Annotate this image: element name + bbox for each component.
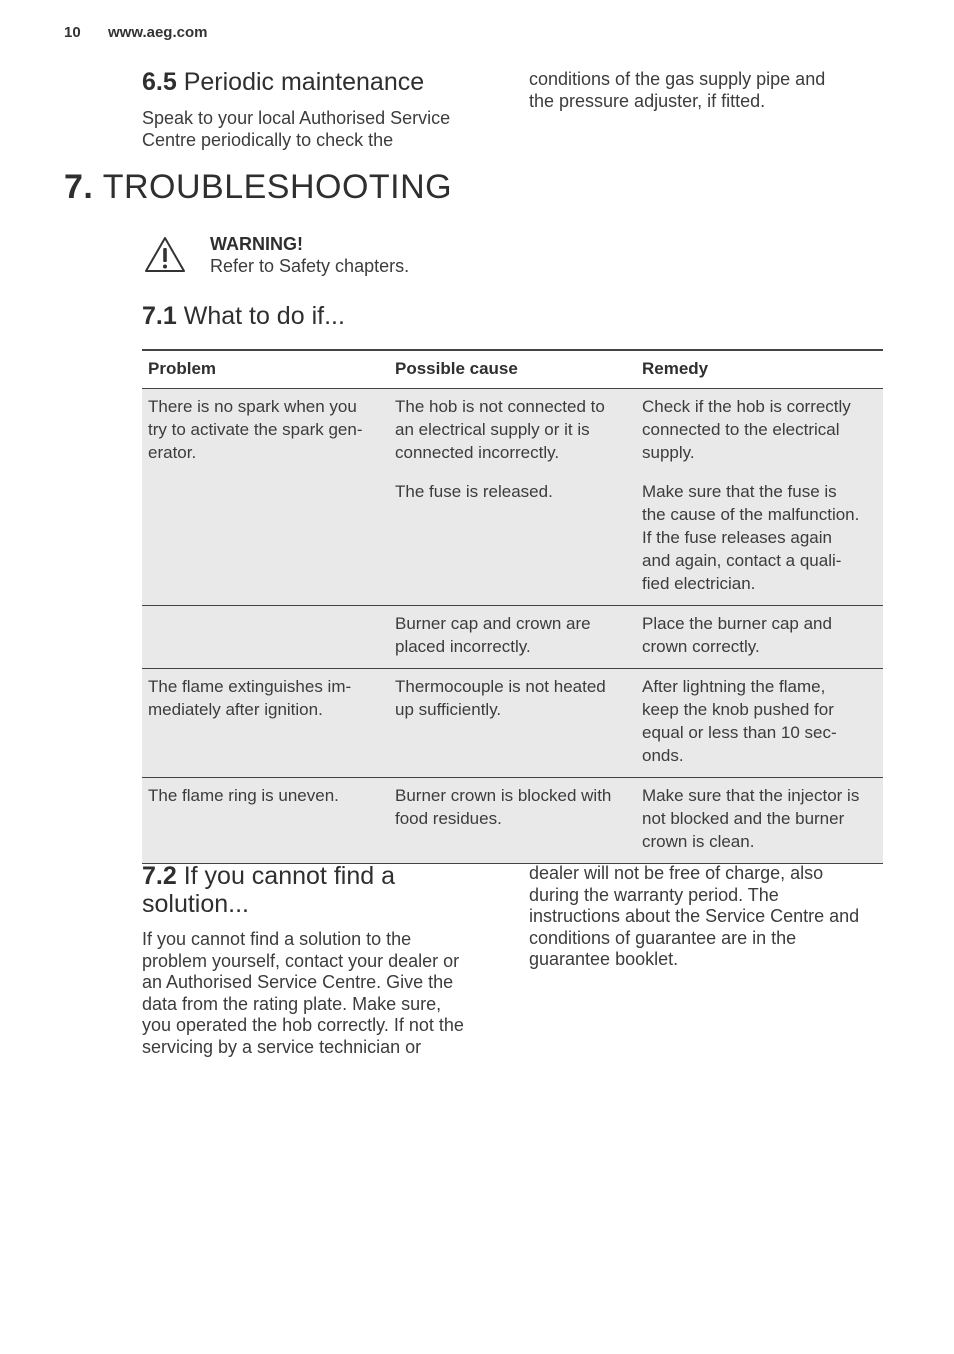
cell-line: equal or less than 10 sec- (642, 723, 837, 742)
table-row (142, 474, 883, 606)
cell-line: After lightning the flame, (642, 677, 826, 696)
cell-line: The flame extinguishes im- (148, 677, 352, 696)
table-row (142, 606, 883, 669)
cell-line: up sufficiently. (395, 700, 502, 719)
text-line: Speak to your local Authorised Service (142, 108, 451, 128)
cell-line: erator. (148, 443, 197, 462)
website-link[interactable]: www.aeg.com (108, 24, 208, 41)
cell-line: If the fuse releases again (642, 528, 832, 547)
section-6-5-text-col1 (142, 108, 450, 151)
cell-line: There is no spark when you (148, 397, 357, 416)
cell-line: Thermocouple is not heated (395, 677, 606, 696)
cell-line: connected to the electrical (642, 420, 840, 439)
section-7-1-heading (142, 302, 345, 330)
cell-line: try to activate the spark gen- (148, 420, 363, 439)
remedy-cell (636, 669, 883, 778)
text-line: servicing by a service technician or (142, 1036, 422, 1057)
text-line: guarantee booklet. (529, 949, 679, 969)
section-title: What to do if... (183, 302, 345, 330)
cell-line: Burner crown is blocked with (395, 786, 612, 805)
warning-title: WARNING! (210, 234, 303, 254)
cell-line: The hob is not connected to (395, 397, 605, 416)
text-line: problem yourself, contact your dealer or (142, 950, 460, 971)
text-line: instructions about the Service Centre and (529, 906, 860, 926)
chapter-number: 7. (64, 168, 94, 206)
problem-cell (142, 669, 389, 778)
text-line: If you cannot find a solution to the (142, 929, 412, 949)
remedy-cell (636, 606, 883, 669)
cause-cell (389, 474, 636, 606)
cause-cell (389, 389, 636, 475)
section-number: 7.1 (142, 302, 177, 330)
column-header-problem: Problem (142, 350, 389, 389)
problem-cell (142, 389, 389, 475)
section-7-2-heading (142, 862, 395, 918)
column-header-remedy: Remedy (636, 350, 883, 389)
cell-line: mediately after ignition. (148, 700, 323, 719)
text-line: Centre periodically to check the (142, 129, 394, 150)
table-row (142, 778, 883, 864)
table-row (142, 669, 883, 778)
cell-line: The flame ring is uneven. (148, 786, 339, 805)
cell-line: onds. (642, 746, 684, 765)
section-7-2-text-col1 (142, 929, 464, 1058)
section-title-line: solution... (142, 890, 250, 918)
section-7-2-text-col2 (529, 863, 859, 971)
text-line: an Authorised Service Centre. Give the (142, 972, 454, 992)
cell-line: crown correctly. (642, 637, 760, 656)
cell-line: connected incorrectly. (395, 443, 560, 462)
section-title-line: If you cannot find a (183, 862, 395, 890)
table-row (142, 389, 883, 475)
text-line: during the warranty period. The (529, 884, 779, 905)
cause-cell (389, 669, 636, 778)
troubleshooting-table (142, 349, 883, 864)
text-line: conditions of guarantee are in the (529, 927, 797, 948)
cell-line: Check if the hob is correctly (642, 397, 851, 416)
cell-line: crown is clean. (642, 832, 755, 851)
column-header-cause: Possible cause (389, 350, 636, 389)
cause-cell (389, 606, 636, 669)
page-number: 10 (64, 24, 81, 41)
cell-line: supply. (642, 443, 695, 462)
cell-line: placed incorrectly. (395, 637, 531, 656)
cell-line: Burner cap and crown are (395, 614, 591, 633)
cell-line: food residues. (395, 809, 502, 828)
problem-cell (142, 606, 389, 669)
remedy-cell (636, 389, 883, 475)
remedy-cell (636, 778, 883, 864)
text-line: the pressure adjuster, if fitted. (529, 90, 766, 111)
chapter-title: TROUBLESHOOTING (102, 168, 453, 206)
table-header-row (142, 350, 883, 389)
cell-line: and again, contact a quali- (642, 551, 842, 570)
text-line: conditions of the gas supply pipe and (529, 69, 826, 89)
cell-line: Make sure that the injector is (642, 786, 860, 805)
text-line: dealer will not be free of charge, also (529, 863, 824, 883)
section-6-5-text-col2 (529, 69, 825, 112)
text-line: you operated the hob correctly. If not the (142, 1015, 464, 1035)
problem-cell (142, 778, 389, 864)
cell-line: keep the knob pushed for (642, 700, 834, 719)
cell-line: The fuse is released. (395, 482, 553, 501)
cell-line: the cause of the malfunction. (642, 505, 860, 524)
chapter-7-heading (64, 168, 452, 207)
problem-cell (142, 474, 389, 606)
cell-line: Make sure that the fuse is (642, 482, 837, 501)
section-title: Periodic maintenance (183, 68, 425, 96)
warning-triangle-icon (144, 236, 186, 274)
warning-text: Refer to Safety chapters. (210, 256, 410, 276)
cell-line: Place the burner cap and (642, 614, 832, 633)
cell-line: fied electrician. (642, 574, 756, 593)
section-number: 7.2 (142, 862, 177, 890)
remedy-cell (636, 474, 883, 606)
cell-line: not blocked and the burner (642, 809, 845, 828)
cause-cell (389, 778, 636, 864)
cell-line: an electrical supply or it is (395, 420, 590, 439)
section-6-5-heading (142, 68, 424, 96)
text-line: data from the rating plate. Make sure, (142, 993, 442, 1014)
section-number: 6.5 (142, 68, 177, 96)
